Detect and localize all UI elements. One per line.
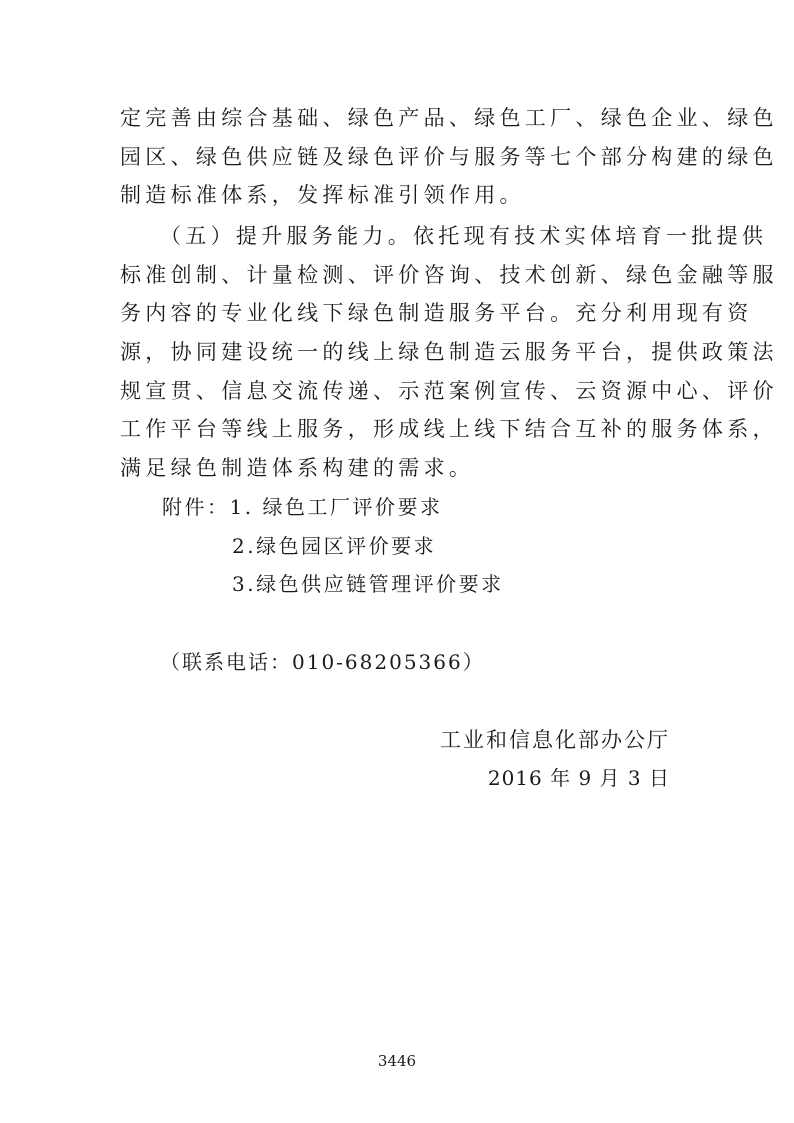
body-line: 满足绿色制造体系构建的需求。 [120,456,475,480]
body-line: 标准创制、计量检测、评价咨询、技术创新、绿色金融等服 [120,263,778,287]
body-line: 规宣贯、信息交流传递、示范案例宣传、云资源中心、评价 [120,379,778,403]
body-line: 务内容的专业化线下绿色制造服务平台。充分利用现有资 [120,301,753,325]
body-line: 制造标准体系，发挥标准引领作用。 [120,183,525,207]
body-line: （五）提升服务能力。依托现有技术实体培育一批提供 [160,224,768,248]
body-line: 工作平台等线上服务，形成线上线下结合互补的服务体系， [120,417,778,441]
issuer-name: 工业和信息化部办公厅 [440,728,670,752]
body-line: 源，协同建设统一的线上绿色制造云服务平台，提供政策法 [120,340,778,364]
attachment-title: 1. 绿色工厂评价要求 [229,495,443,519]
contact-phone: （联系电话：010-68205366） [160,650,485,674]
attachments-label: 附件： [162,495,230,519]
page-number: 3446 [377,1052,417,1070]
issue-date: 2016 年 9 月 3 日 [487,766,670,790]
attachment-item-2: 2.绿色园区评价要求 [232,534,437,558]
body-line: 定完善由综合基础、绿色产品、绿色工厂、绿色企业、绿色 [120,106,778,130]
attachment-item-3: 3.绿色供应链管理评价要求 [232,572,504,596]
attachment-item-1 [162,495,442,519]
body-line: 园区、绿色供应链及绿色评价与服务等七个部分构建的绿色 [120,145,778,169]
